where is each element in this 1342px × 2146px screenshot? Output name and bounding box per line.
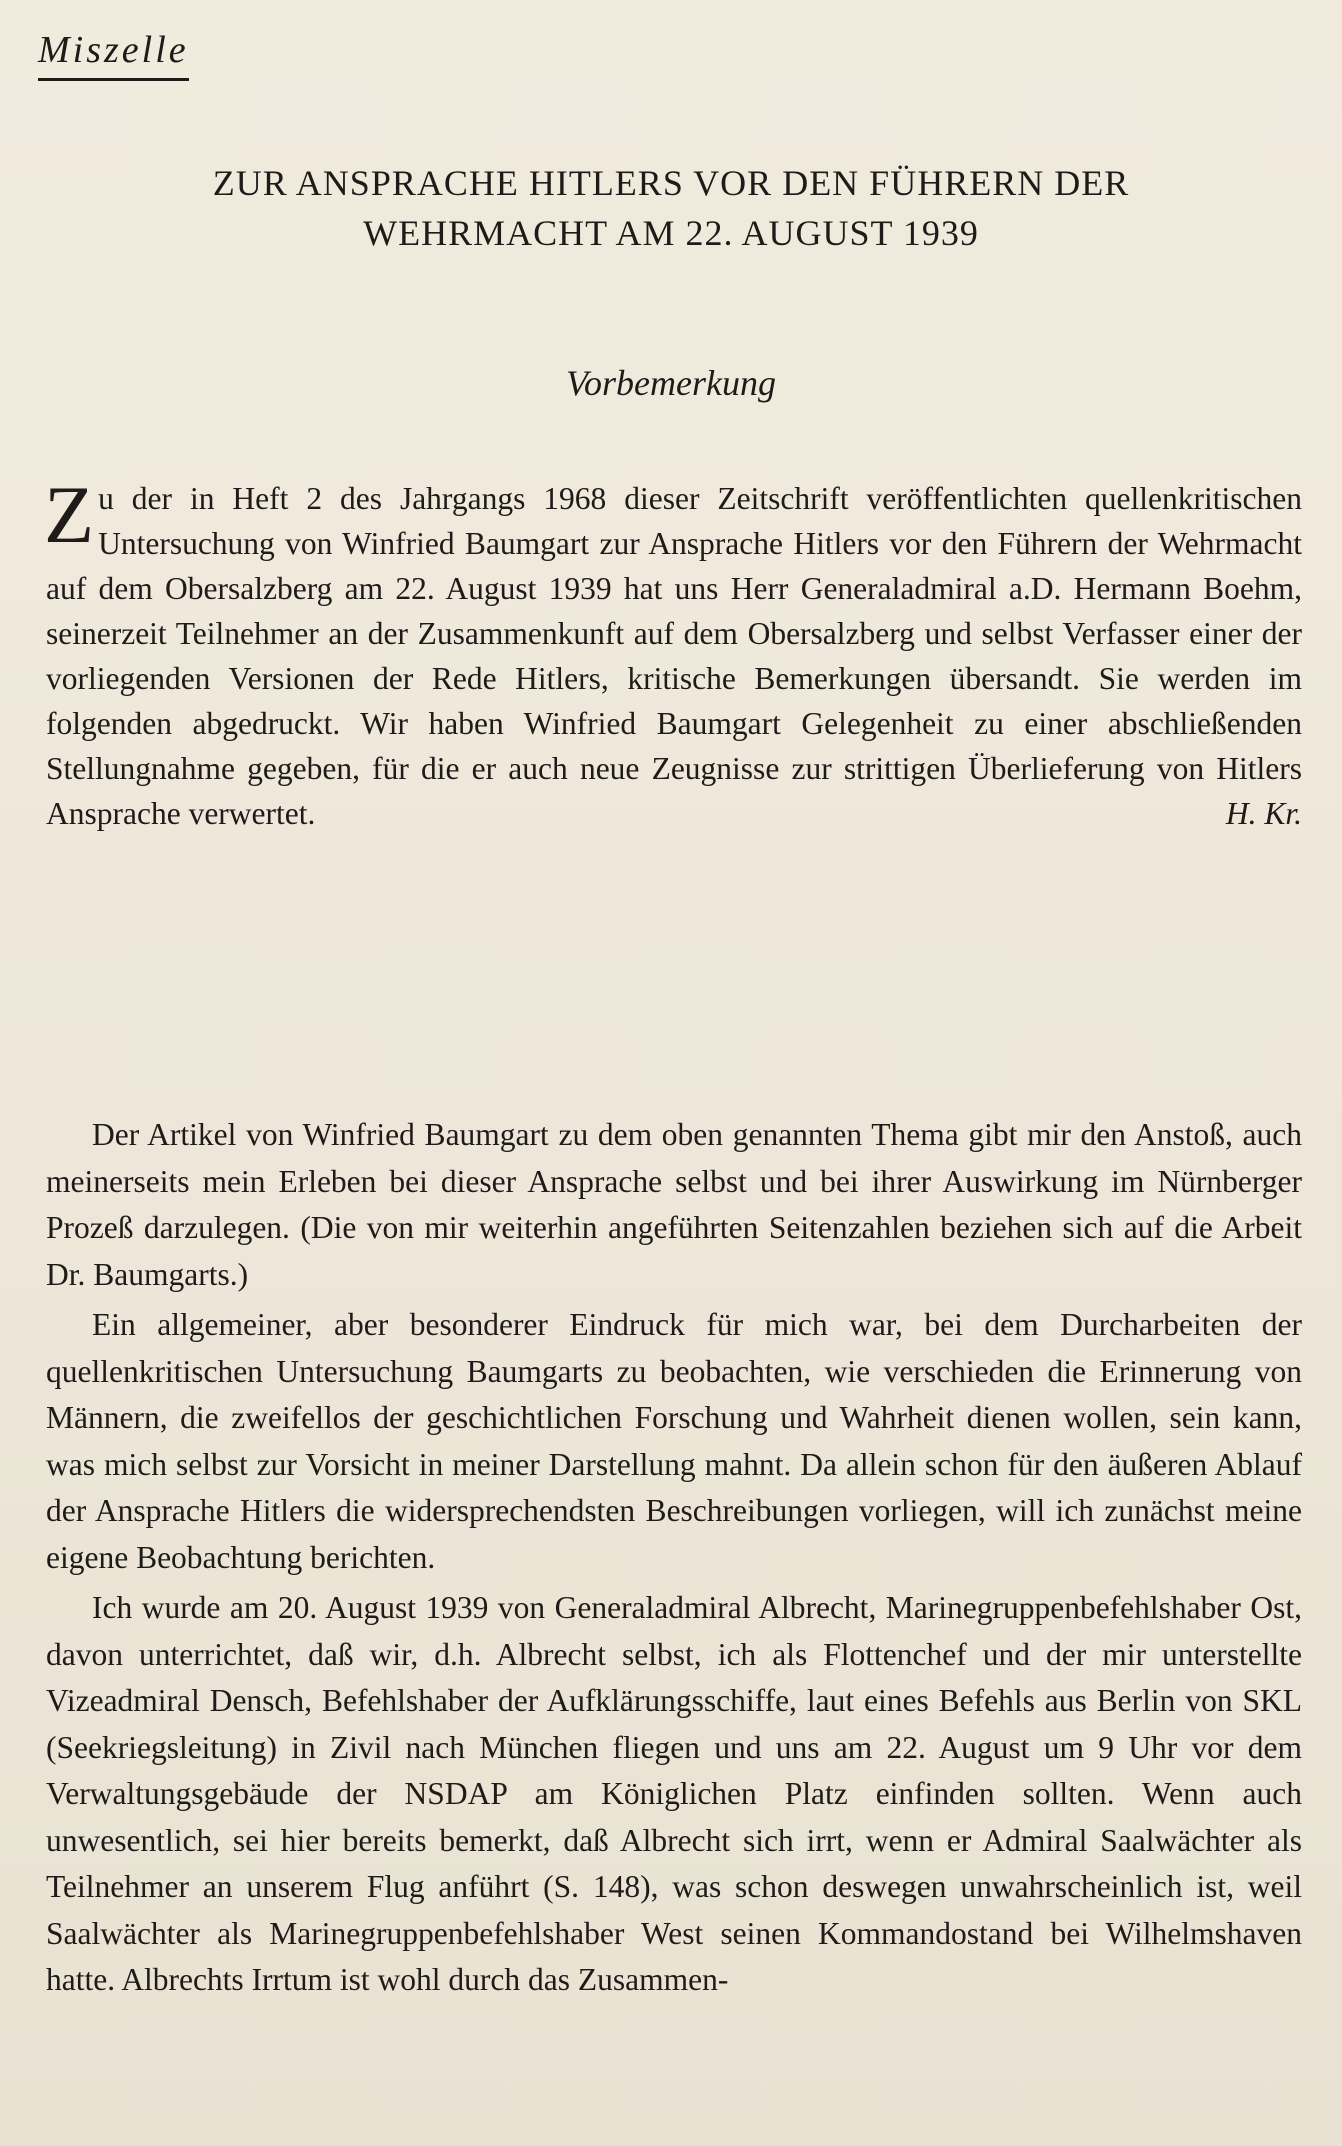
body-paragraph-3: Ich wurde am 20. August 1939 von Generaladmiral Albrecht, Marinegruppenbefehlshaber Ost, davon unterrichtet, daß wir, d.h. Albrecht selbst, ich als Flottenchef und der mir unterstellte Vizeadmiral Densch, Befehlshaber der Aufklärungsschiffe, laut eines Befehls aus Berlin von SKL (Seekriegsleitung) in Zivil nach München fliegen und uns am 22. August um 9 Uhr vor dem Verwaltungsgebäude der NSDAP am Königlichen Platz einfinden sollten. Wenn auch unwesentlich, sei hier bereits bemerkt, daß Albrecht sich irrt, wenn er Admiral Saalwächter als Teilnehmer an unserem Flug anführt (S. 148), was schon deswegen unwahrscheinlich ist, weil Saalwächter als Marinegruppenbefehlshaber West seinen Kommandostand bei Wilhelmshaven hatte. Albrechts Irrtum ist wohl durch das Zusammen- [46,1590,1302,1997]
preface-text: u der in Heft 2 des Jahrgangs 1968 dieser Zeitschrift veröffentlichten quellenkritischen Untersuchung von Winfried Baumgart zur Ansprache Hitlers vor den Führern der Wehrmacht auf dem Obersalzberg am 22. August 1939 hat uns Herr Generaladmiral a.D. Hermann Boehm, seinerzeit Teilnehmer an der Zusammenkunft auf dem Obersalzberg und selbst Verfasser einer der vorliegenden Versionen der Rede Hitlers, kritische Bemerkungen übersandt. Sie werden im folgenden abgedruckt. Wir haben Winfried Baumgart Gelegenheit zu einer abschließenden Stellungnahme gegeben, für die er auch neue Zeugnisse zur strittigen Überlieferung von Hitlers Ansprache verwertet. [46,481,1302,831]
preface-paragraph [44,469,1302,836]
editor-initials: H. Kr. [1225,796,1302,831]
section-label: Miszelle [38,28,189,81]
body-text [46,1112,1302,2008]
body-paragraph-1: Der Artikel von Winfried Baumgart zu dem oben genannten Thema gibt mir den Anstoß, auch meinerseits mein Erleben bei dieser Ansprache selbst und bei ihrer Auswirkung im Nürnberger Prozeß darzulegen. (Die von mir weiterhin angeführten Seitenzahlen beziehen sich auf die Arbeit Dr. Baumgarts.) [46,1117,1302,1292]
article-title [100,158,1242,258]
body-paragraph-2: Ein allgemeiner, aber besonderer Eindruck für mich war, bei dem Durcharbeiten der quellenkritischen Untersuchung Baumgarts zu beobachten, wie verschieden die Erinnerung von Männern, die zweifellos der geschichtlichen Forschung und Wahrheit dienen wollen, sein kann, was mich selbst zur Vorsicht in meiner Darstellung mahnt. Da allein schon für den äußeren Ablauf der Ansprache Hitlers die widersprechendsten Beschreibungen vorliegen, will ich zunächst meine eigene Beobachtung berichten. [46,1307,1302,1575]
drop-cap: Z [44,469,95,560]
preface-heading: Vorbemerkung [566,363,776,403]
article-title-line-2: WEHRMACHT AM 22. AUGUST 1939 [363,213,979,253]
article-title-line-1: ZUR ANSPRACHE HITLERS VOR DEN FÜHRERN DER [212,163,1130,203]
